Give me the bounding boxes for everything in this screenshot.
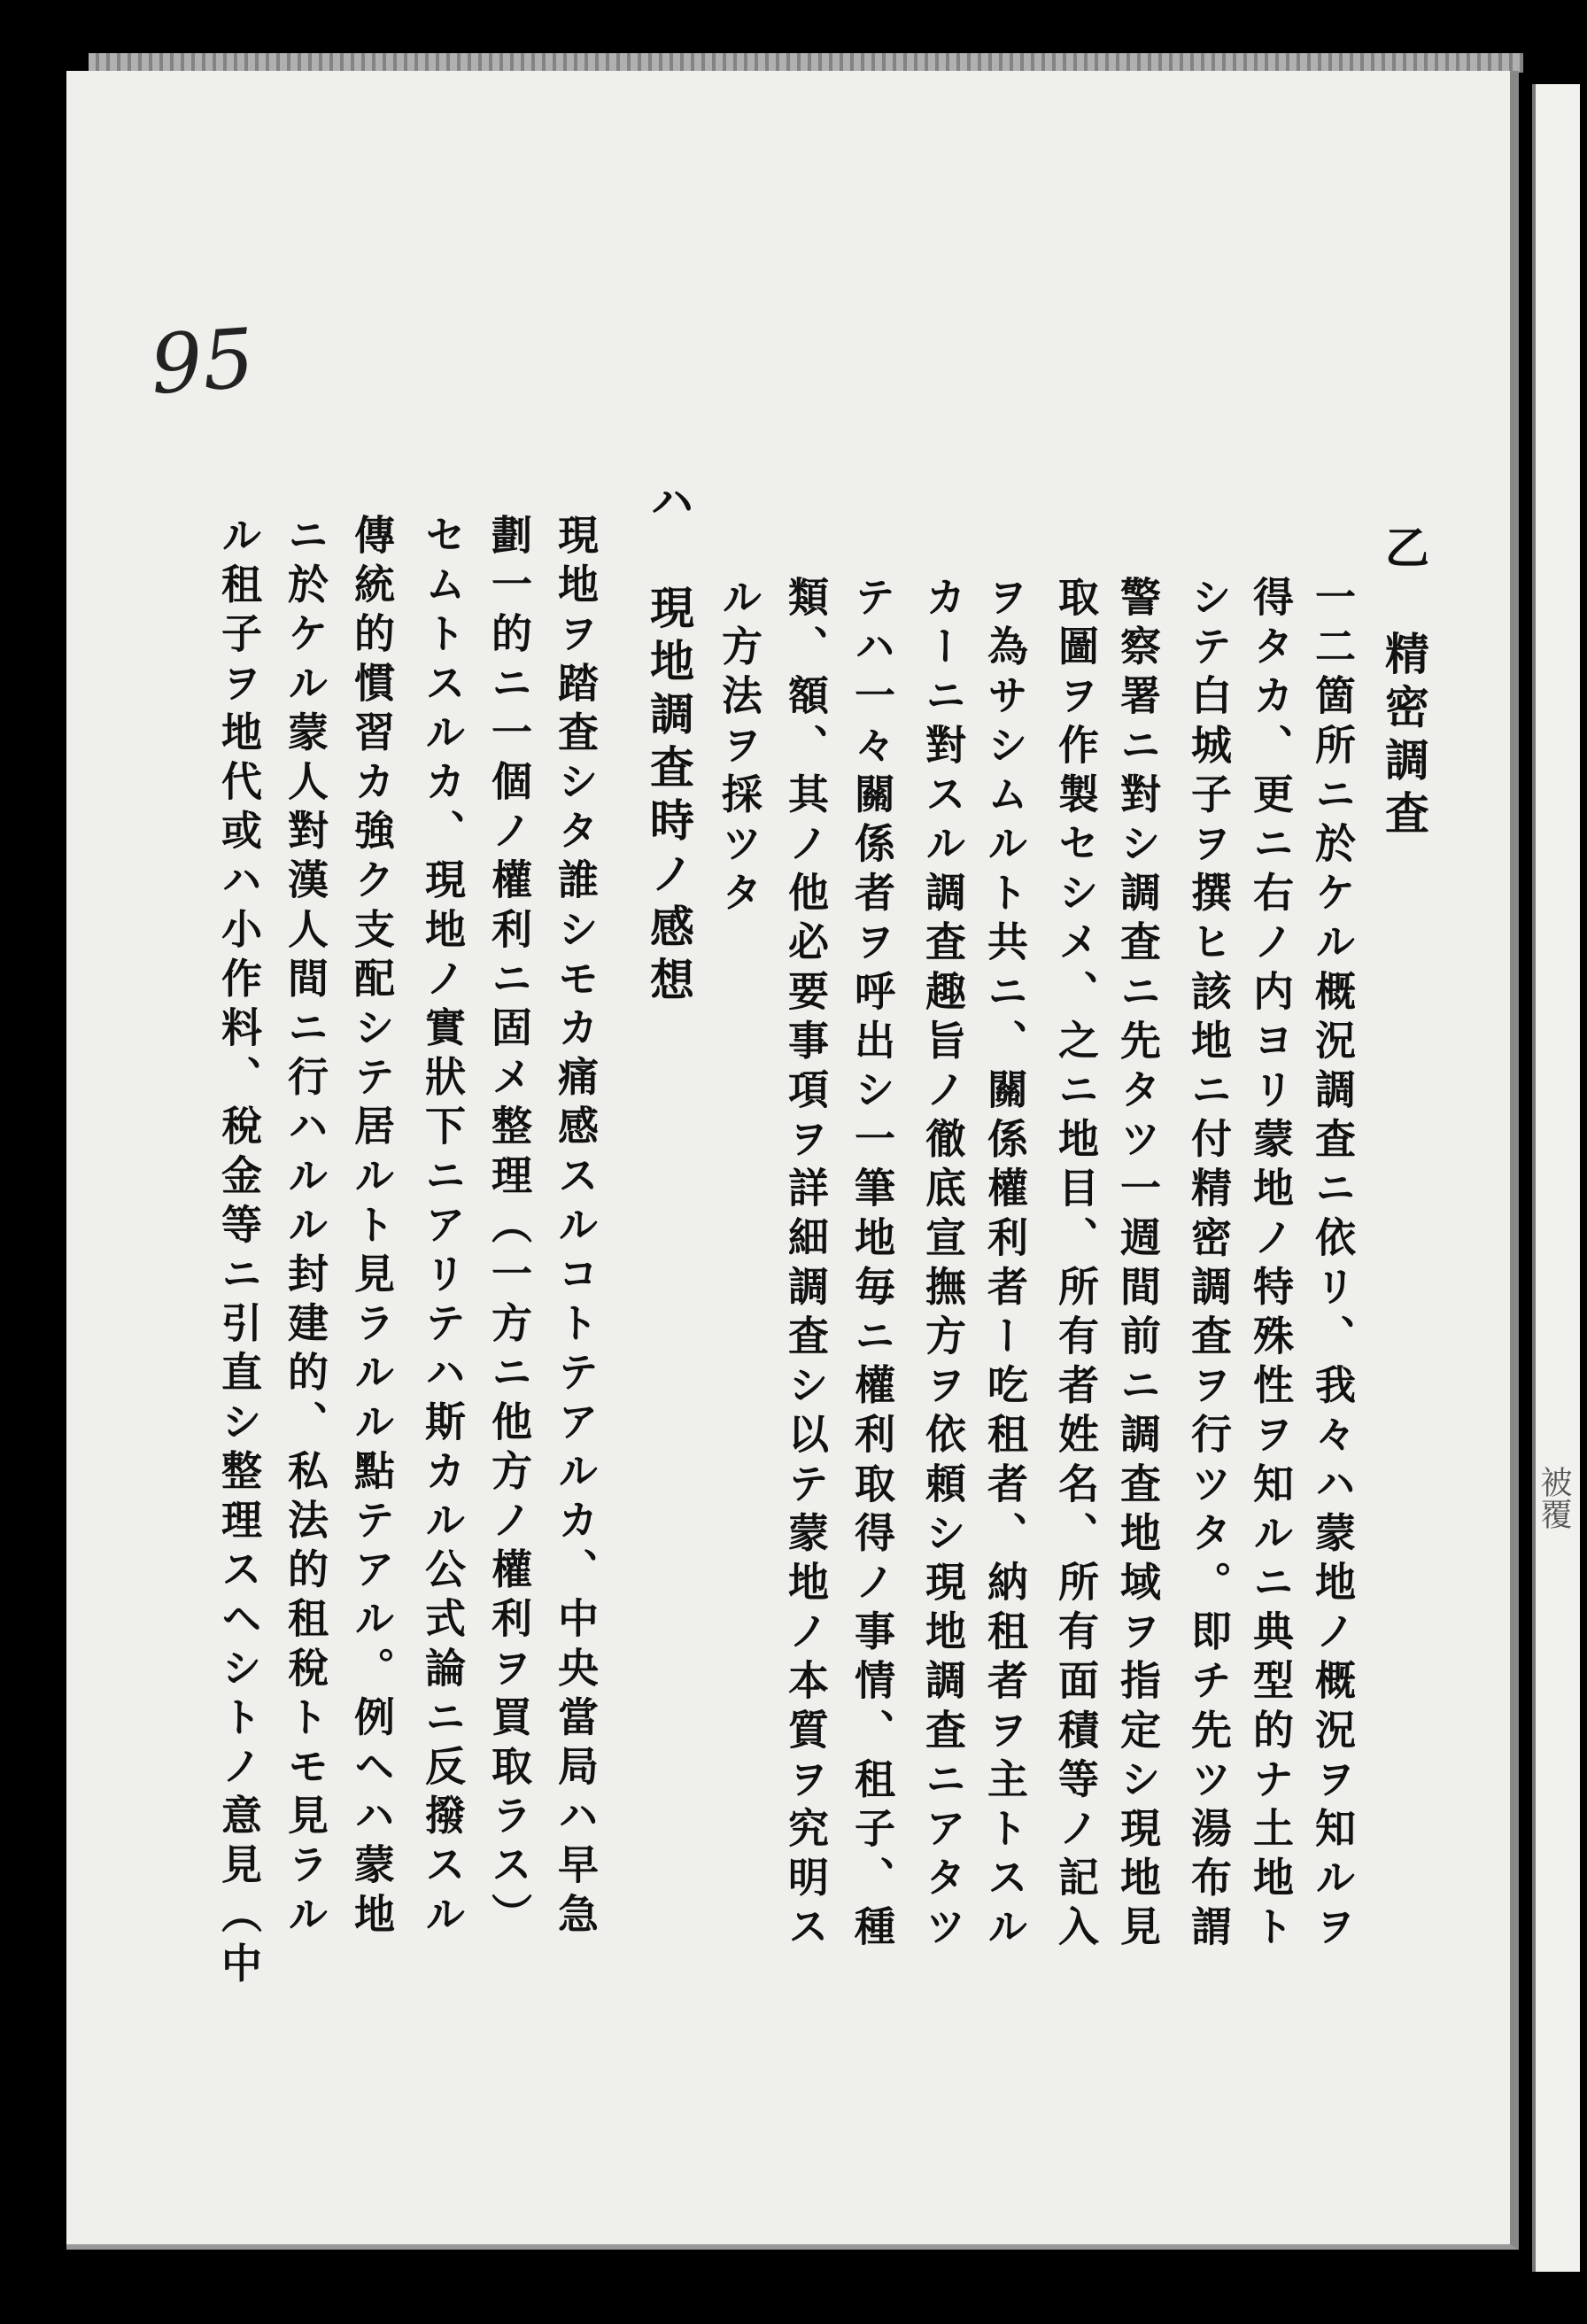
page-number: 95: [147, 311, 258, 413]
text-column-5: 取圖ヲ作製セシメ、之ニ地目、所有者姓名、所有面積等ノ記入: [1052, 576, 1100, 1955]
page-top-edge: [89, 53, 1523, 73]
text-column-8: テハ一々關係者ヲ呼出シ一筆地毎ニ權利取得ノ事情、租子、種: [848, 576, 896, 1955]
text-column-12: 劃一的ニ一個ノ權利ニ固メ整理（一方ニ他方ノ權利ヲ買取ラス）: [485, 514, 533, 1942]
text-column-15: ニ於ケル蒙人對漢人間ニ行ハルル封建的、私法的租稅トモ見ラル: [282, 514, 329, 1942]
text-column-11: 現地ヲ踏査シタ誰シモカ痛感スルコトテアルカ、中央當局ハ早急: [552, 514, 600, 1942]
text-column-16: ル租子ヲ地代或ハ小作料、稅金等ニ引直シ整理スヘシトノ意見（中: [215, 514, 263, 1991]
margin-note: 被覆: [1536, 1466, 1572, 1530]
text-column-13: セムトスルカ、現地ノ實狀下ニアリテハ斯カル公式論ニ反撥スル: [419, 514, 467, 1942]
section-heading-ha: ハ 現地調査時ノ感想: [643, 478, 695, 1010]
text-column-9: 類、額、其ノ他必要事項ヲ詳細調査シ以テ蒙地ノ本質ヲ究明ス: [782, 576, 830, 1955]
section-heading-otsu: 乙 精密調査: [1378, 524, 1430, 843]
text-column-4: 警察署ニ對シ調査ニ先タツ一週間前ニ調査地域ヲ指定シ現地見: [1114, 576, 1162, 1955]
text-column-3: シテ白城子ヲ撰ヒ該地ニ付精密調査ヲ行ツタ。即チ先ツ湯布謂: [1185, 576, 1233, 1955]
text-column-7: カーニ對スル調査趣旨ノ徹底宣撫方ヲ依頼シ現地調査ニアタツ: [919, 576, 967, 1955]
text-column-14: 傳統的慣習カ強ク支配シテ居ルト見ラルル點テアル。例ヘハ蒙地: [348, 514, 396, 1942]
text-column-10: ル方法ヲ採ツタ: [716, 576, 763, 921]
text-column-1: 一二箇所ニ於ケル概況調査ニ依リ、我々ハ蒙地ノ概況ヲ知ルヲ: [1309, 576, 1357, 1955]
text-column-2: 得タカ、更ニ右ノ内ヨリ蒙地ノ特殊性ヲ知ルニ典型的ナ土地ト: [1247, 576, 1295, 1955]
adjacent-page-strip: [1532, 84, 1580, 2272]
text-column-6: ヲ為サシムルト共ニ、關係權利者ー吃租者、納租者ヲ主トスル: [981, 576, 1029, 1955]
